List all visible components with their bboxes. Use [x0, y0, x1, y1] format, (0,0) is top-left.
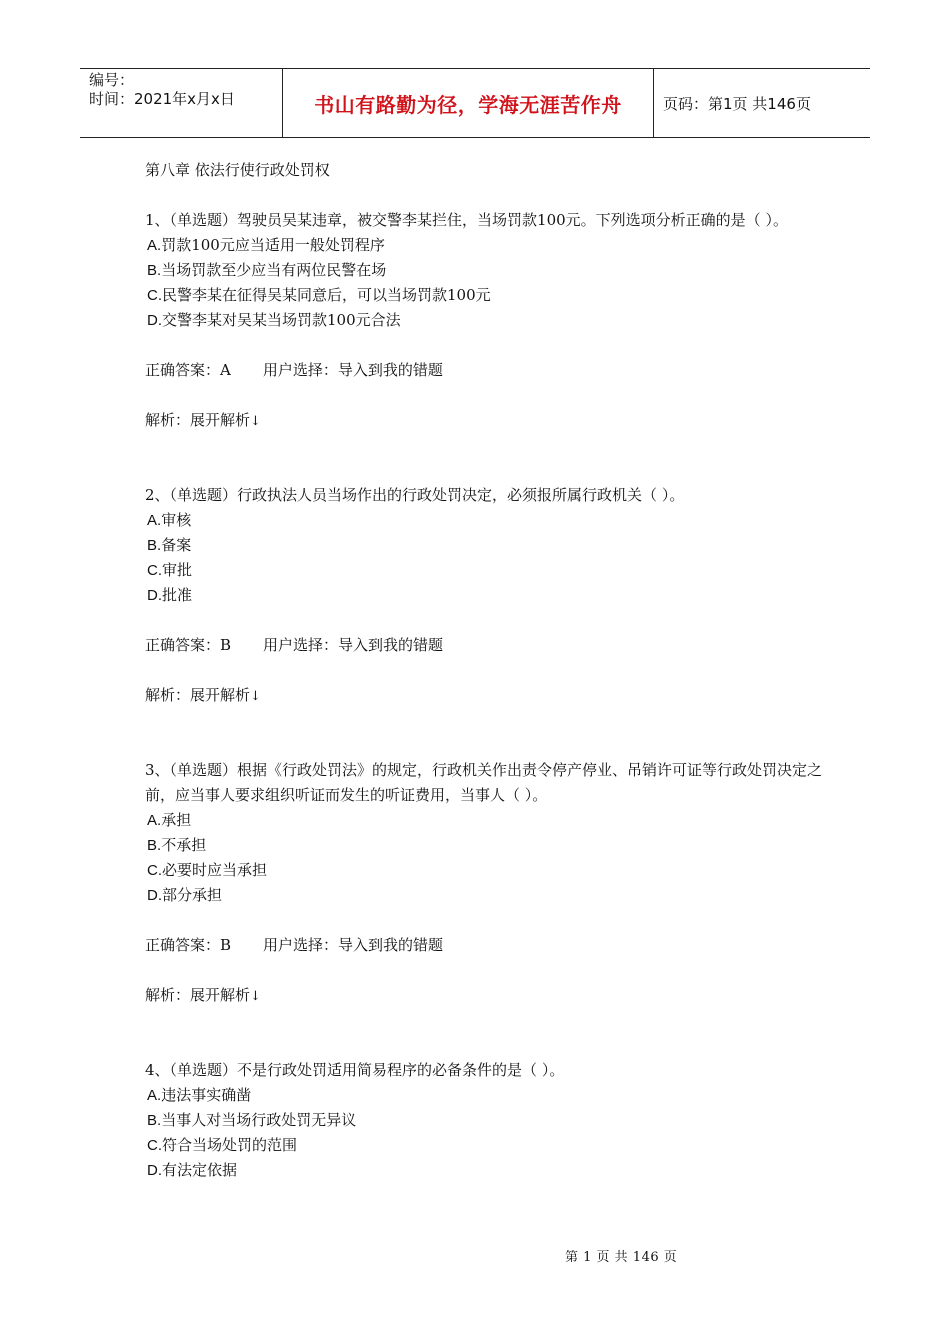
- option-c: C.必要时应当承担: [147, 861, 268, 879]
- answer-line: [145, 358, 825, 383]
- footer-page-number: 第 1 页 共 146 页: [565, 1250, 678, 1265]
- user-choice: 用户选择：导入到我的错题: [263, 936, 444, 954]
- option-b: B.当场罚款至少应当有两位民警在场: [147, 261, 387, 279]
- option-c: C.民警李某在征得吴某同意后，可以当场罚款100元: [147, 286, 491, 304]
- time-label: 时间：2021年x月x日: [89, 90, 235, 108]
- question-1: [145, 208, 825, 434]
- option-a: A.审核: [147, 511, 192, 529]
- arrow-down-icon: ↓: [250, 689, 261, 704]
- question-4: [145, 1058, 825, 1183]
- option-d: D.有法定依据: [147, 1161, 238, 1179]
- correct-answer: 正确答案：A: [145, 361, 231, 379]
- option-b: B.备案: [147, 536, 192, 554]
- option-a: A.罚款100元应当适用一般处罚程序: [147, 236, 385, 254]
- header-motto-cell: [282, 69, 654, 137]
- chapter-title: 第八章 依法行使行政处罚权: [145, 161, 330, 179]
- analysis-toggle[interactable]: 解析：展开解析↓: [145, 686, 261, 704]
- option-b: B.当事人对当场行政处罚无异议: [147, 1111, 357, 1129]
- page-header: [80, 68, 870, 138]
- question-3: [145, 758, 825, 1009]
- analysis-toggle[interactable]: 解析：展开解析↓: [145, 986, 261, 1004]
- correct-answer: 正确答案：B: [145, 636, 232, 654]
- question-text: 4、（单选题）不是行政处罚适用简易程序的必备条件的是（ ）。: [145, 1061, 565, 1079]
- arrow-down-icon: ↓: [250, 414, 261, 429]
- correct-answer: 正确答案：B: [145, 936, 232, 954]
- option-c: C.审批: [147, 561, 193, 579]
- option-d: D.部分承担: [147, 886, 223, 904]
- option-a: A.承担: [147, 811, 192, 829]
- question-text: 3、（单选题）根据《行政处罚法》的规定，行政机关作出责令停产停业、吊销许可证等行政处罚决定之前，应当事人要求组织听证而发生的听证费用，当事人（ ）。: [145, 761, 823, 804]
- user-choice: 用户选择：导入到我的错题: [263, 636, 444, 654]
- arrow-down-icon: ↓: [250, 989, 261, 1004]
- option-d: D.批准: [147, 586, 193, 604]
- header-page-info: 页码：第1页 共146页: [663, 94, 811, 113]
- header-motto: 书山有路勤为径，学海无涯苦作舟: [314, 92, 622, 117]
- document-body: [145, 158, 825, 1183]
- user-choice: 用户选择：导入到我的错题: [262, 361, 443, 379]
- question-text: 1、（单选题）驾驶员吴某违章，被交警李某拦住，当场罚款100元。下列选项分析正确的是（ ）。: [145, 211, 788, 229]
- header-meta: [80, 69, 282, 137]
- question-text: 2、（单选题）行政执法人员当场作出的行政处罚决定，必须报所属行政机关（ ）。: [145, 486, 685, 504]
- option-c: C.符合当场处罚的范围: [147, 1136, 298, 1154]
- analysis-toggle[interactable]: 解析：展开解析↓: [145, 411, 261, 429]
- answer-line: [145, 633, 825, 658]
- answer-line: [145, 933, 825, 958]
- option-a: A.违法事实确凿: [147, 1086, 252, 1104]
- question-2: [145, 483, 825, 709]
- option-d: D.交警李某对吴某当场罚款100元合法: [147, 311, 401, 329]
- code-label: 编号：: [89, 71, 135, 89]
- option-b: B.不承担: [147, 836, 207, 854]
